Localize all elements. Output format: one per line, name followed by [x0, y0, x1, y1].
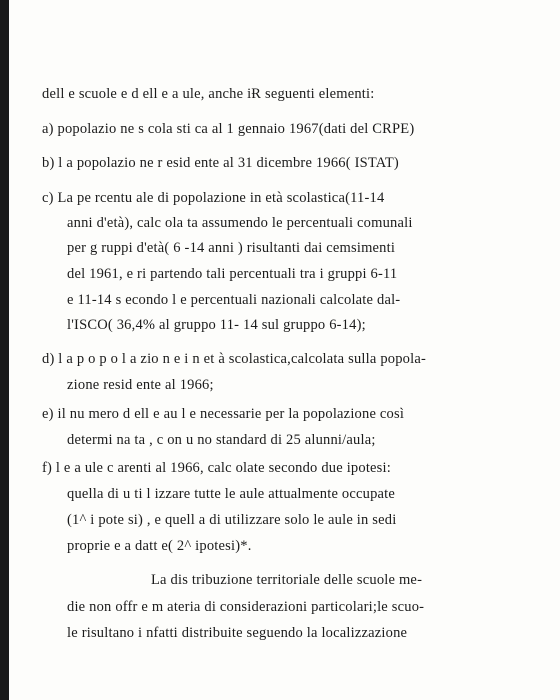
- text-line: (1^ i pote si) , e quell a di utilizzare solo le aule in sedi: [67, 512, 397, 528]
- scan-edge-shadow: [0, 0, 9, 700]
- text-line: b) l a popolazio ne r esid ente al 31 dicembre 1966( ISTAT): [42, 155, 399, 171]
- text-line: anni d'età), calc ola ta assumendo le percentuali comunali: [67, 215, 413, 231]
- text-line: die non offr e m ateria di considerazioni particolari;le scuo-: [67, 599, 425, 615]
- text-line: a) popolazio ne s cola sti ca al 1 gennaio 1967(dati del CRPE): [42, 121, 415, 137]
- text-line: l'ISCO( 36,4% al gruppo 11- 14 sul gruppo 6-14);: [67, 317, 366, 333]
- text-line: d) l a p o p o l a zio n e i n et à scolastica,calcolata sulla popola-: [42, 351, 427, 367]
- text-line: del 1961, e ri partendo tali percentuali tra i gruppi 6-11: [67, 266, 398, 282]
- text-line: e) il nu mero d ell e au l e necessarie per la popolazione così: [42, 406, 405, 422]
- text-line: dell e scuole e d ell e a ule, anche iɌ seguenti elementi:: [42, 86, 375, 102]
- text-line: le risultano i nfatti distribuite seguendo la localizzazione: [67, 625, 408, 641]
- text-line: determi na ta , c on u no standard di 25 alunni/aula;: [67, 432, 376, 448]
- text-line: quella di u ti l izzare tutte le aule attualmente occupate: [67, 486, 396, 502]
- text-line: La dis tribuzione territoriale delle scuole me-: [151, 572, 423, 588]
- text-line: zione resid ente al 1966;: [67, 377, 214, 393]
- text-line: proprie e a datt e( 2^ ipotesi)*.: [67, 538, 252, 554]
- text-line: per g ruppi d'età( 6 -14 anni ) risultanti dai cemsimenti: [67, 240, 396, 256]
- text-line: c) La pe rcentu ale di popolazione in età scolastica(11-14: [42, 190, 385, 206]
- text-line: e 11-14 s econdo l e percentuali nazionali calcolate dal-: [67, 292, 401, 308]
- text-line: f) l e a ule c arenti al 1966, calc olate secondo due ipotesi:: [42, 460, 391, 476]
